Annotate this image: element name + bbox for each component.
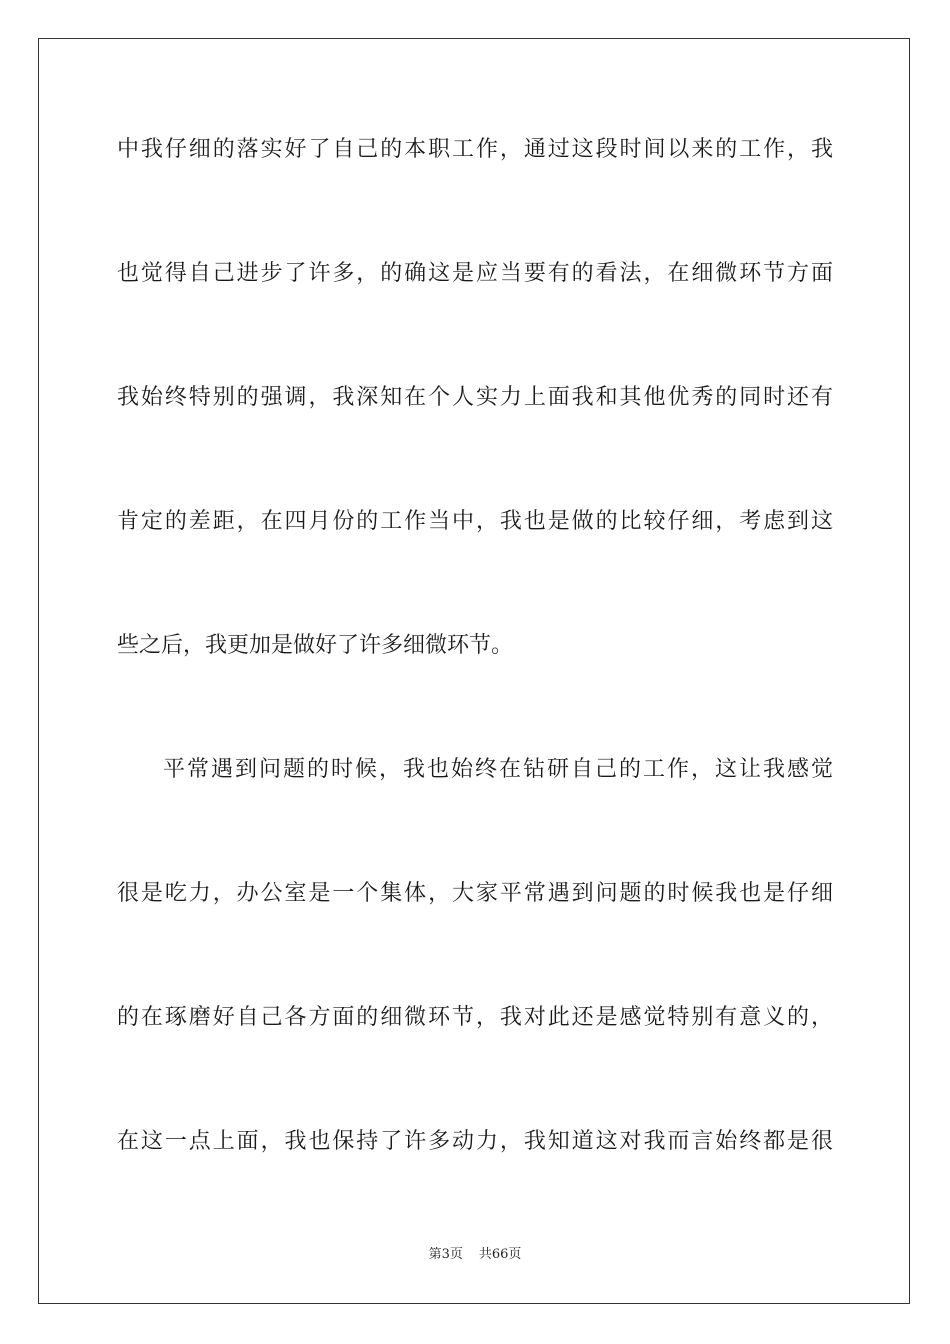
page-border — [38, 38, 910, 1304]
body-text-line-4: 肯定的差距，在四月份的工作当中，我也是做的比较仔细，考虑到这 — [117, 509, 833, 534]
page-footer — [0, 1246, 950, 1264]
page-total-label: 共66页 — [478, 1247, 522, 1262]
page-number-label: 第3页 — [428, 1247, 463, 1262]
body-text-line-6: 平常遇到问题的时候，我也始终在钻研自己的工作，这让我感觉 — [163, 757, 833, 782]
body-text-line-9: 在这一点上面，我也保持了许多动力，我知道这对我而言始终都是很 — [117, 1129, 833, 1154]
body-text-line-5: 些之后，我更加是做好了许多细微环节。 — [117, 633, 514, 658]
body-text-line-2: 也觉得自己进步了许多，的确这是应当要有的看法，在细微环节方面 — [117, 261, 833, 286]
body-text-line-3: 我始终特别的强调，我深知在个人实力上面我和其他优秀的同时还有 — [117, 385, 833, 410]
body-text-line-8: 的在琢磨好自己各方面的细微环节，我对此还是感觉特别有意义的， — [117, 1005, 833, 1030]
body-text-line-7: 很是吃力，办公室是一个集体，大家平常遇到问题的时候我也是仔细 — [117, 881, 833, 906]
body-text-line-1: 中我仔细的落实好了自己的本职工作，通过这段时间以来的工作，我 — [117, 137, 833, 162]
